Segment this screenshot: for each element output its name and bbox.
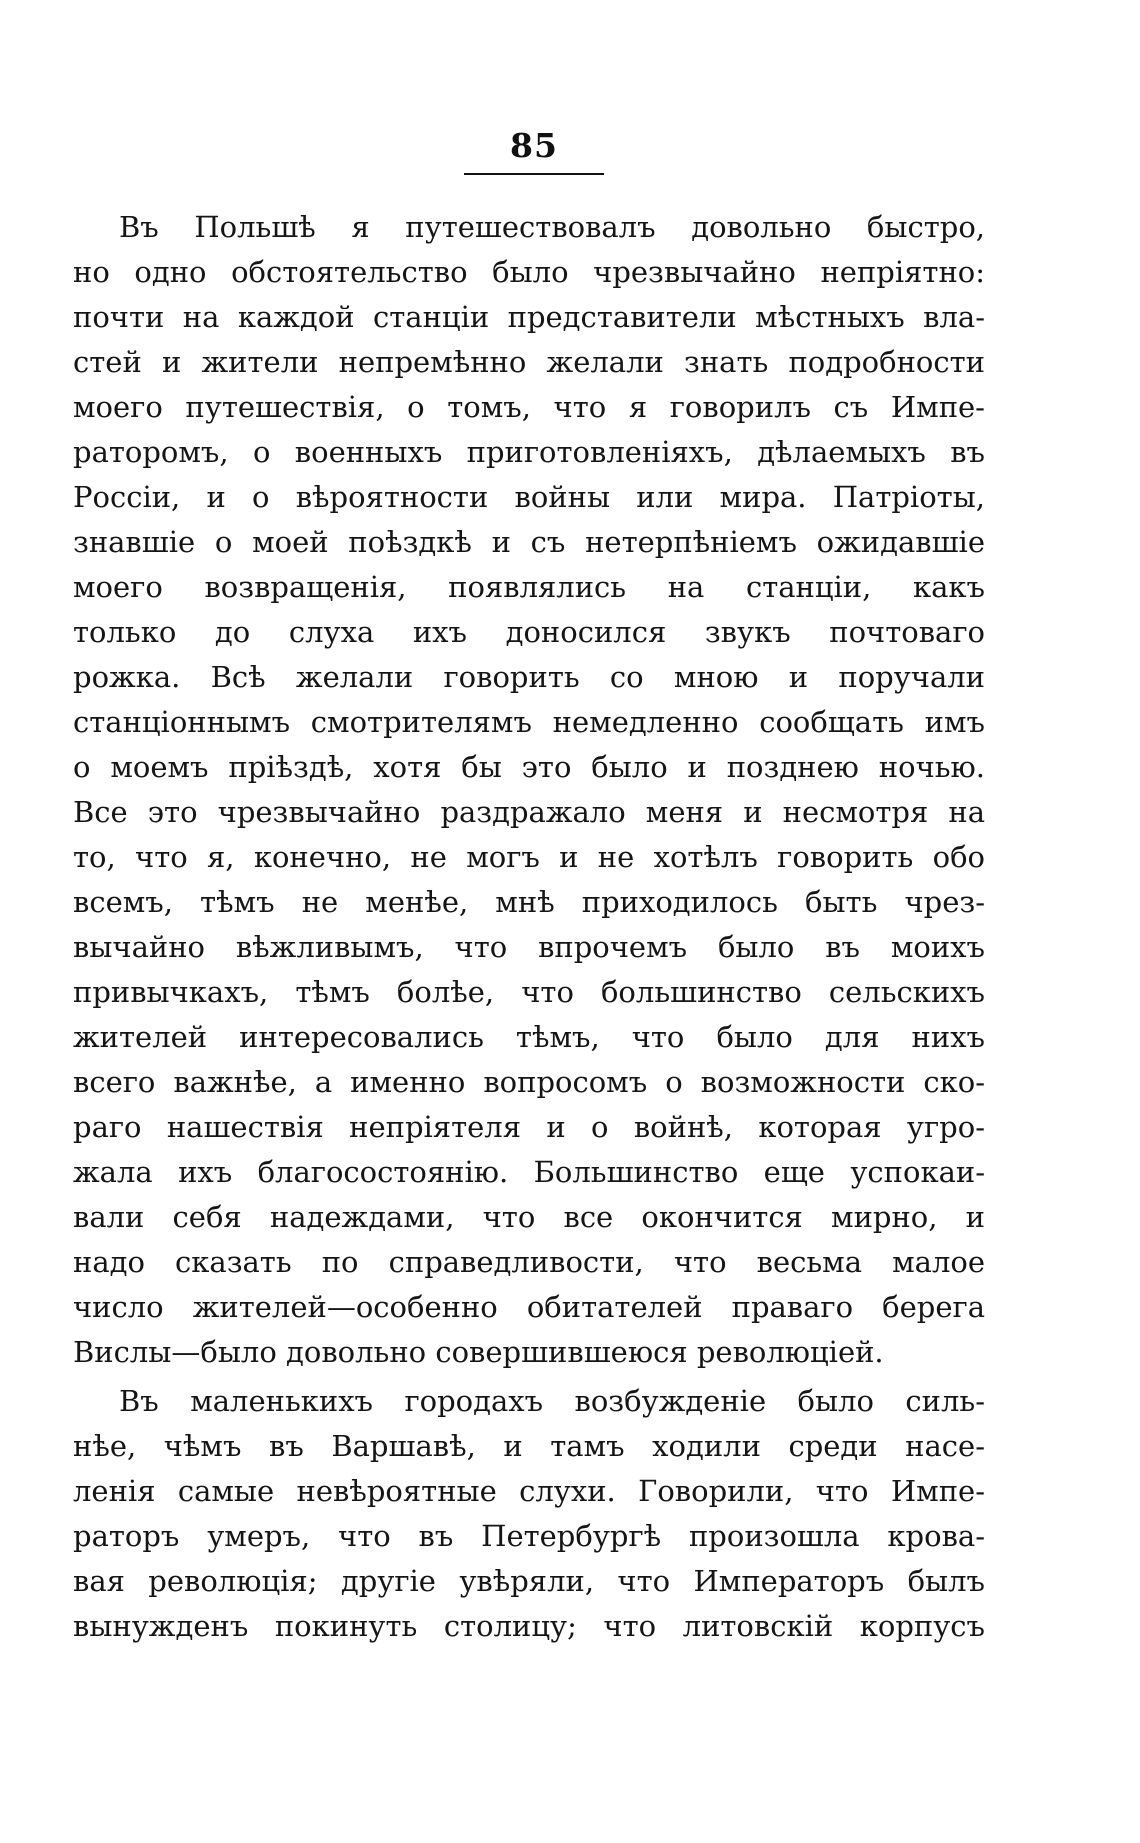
- text-line: всемъ, тѣмъ не менѣе, мнѣ приходилось быть чрез-: [73, 885, 985, 919]
- text-line: жала ихъ благосостоянію. Большинство еще успокаи-: [73, 1155, 985, 1189]
- text-line: привычкахъ, тѣмъ болѣе, что большинство сельскихъ: [73, 975, 985, 1009]
- text-line: вынужденъ покинуть столицу; что литовскій корпусъ: [73, 1609, 985, 1643]
- paragraph-1: [73, 205, 985, 1375]
- text-line: надо сказать по справедливости, что весьма малое: [73, 1245, 985, 1279]
- text-line: станціоннымъ смотрителямъ немедленно сообщать имъ: [73, 705, 985, 739]
- text-line: Все это чрезвычайно раздражало меня и несмотря на: [73, 795, 985, 829]
- text-line: моего возвращенія, появлялись на станціи, какъ: [73, 570, 985, 604]
- text-line: Въ Польшѣ я путешествовалъ довольно быстро,: [119, 210, 985, 244]
- text-line: нѣе, чѣмъ въ Варшавѣ, и тамъ ходили среди насе-: [73, 1429, 985, 1463]
- text-line: Вислы—было довольно совершившеюся революціей.: [73, 1335, 884, 1369]
- text-line: Въ маленькихъ городахъ возбужденіе было силь-: [119, 1384, 985, 1418]
- text-line: раторъ умеръ, что въ Петербургѣ произошла крова-: [73, 1519, 985, 1553]
- paragraph-2: [73, 1379, 985, 1649]
- text-line: только до слуха ихъ доносился звукъ почтоваго: [73, 615, 985, 649]
- text-line: вая революція; другіе увѣряли, что Императоръ былъ: [73, 1564, 985, 1598]
- text-line: вычайно вѣжливымъ, что впрочемъ было въ моихъ: [73, 930, 985, 964]
- text-line: Россіи, и о вѣроятности войны или мира. Патріоты,: [73, 480, 985, 514]
- text-line: всего важнѣе, а именно вопросомъ о возможности ско-: [73, 1065, 985, 1099]
- text-line: раторомъ, о военныхъ приготовленіяхъ, дѣлаемыхъ въ: [73, 435, 985, 469]
- body-text: [73, 205, 985, 1649]
- text-line: рожка. Всѣ желали говорить со мною и поручали: [73, 660, 985, 694]
- text-line: стей и жители непремѣнно желали знать подробности: [73, 345, 985, 379]
- text-line: вали себя надеждами, что все окончится мирно, и: [73, 1200, 985, 1234]
- text-line: раго нашествія непріятеля и о войнѣ, которая угро-: [73, 1110, 985, 1144]
- page-number-rule: [464, 173, 604, 175]
- text-line: почти на каждой станціи представители мѣстныхъ вла-: [73, 300, 985, 334]
- text-line: о моемъ пріѣздѣ, хотя бы это было и позднею ночью.: [73, 750, 985, 784]
- page-number: 85: [510, 126, 558, 165]
- text-line: но одно обстоятельство было чрезвычайно непріятно:: [73, 255, 985, 289]
- text-line: знавшіе о моей поѣздкѣ и съ нетерпѣніемъ ожидавшіе: [73, 525, 985, 559]
- text-line: число жителей—особенно обитателей праваго берега: [73, 1290, 985, 1324]
- text-line: то, что я, конечно, не могъ и не хотѣлъ говорить обо: [73, 840, 985, 874]
- text-line: моего путешествія, о томъ, что я говорилъ съ Импе-: [73, 390, 985, 424]
- text-line: жителей интересовались тѣмъ, что было для нихъ: [73, 1020, 985, 1054]
- text-line: ленія самые невѣроятные слухи. Говорили, что Импе-: [73, 1474, 985, 1508]
